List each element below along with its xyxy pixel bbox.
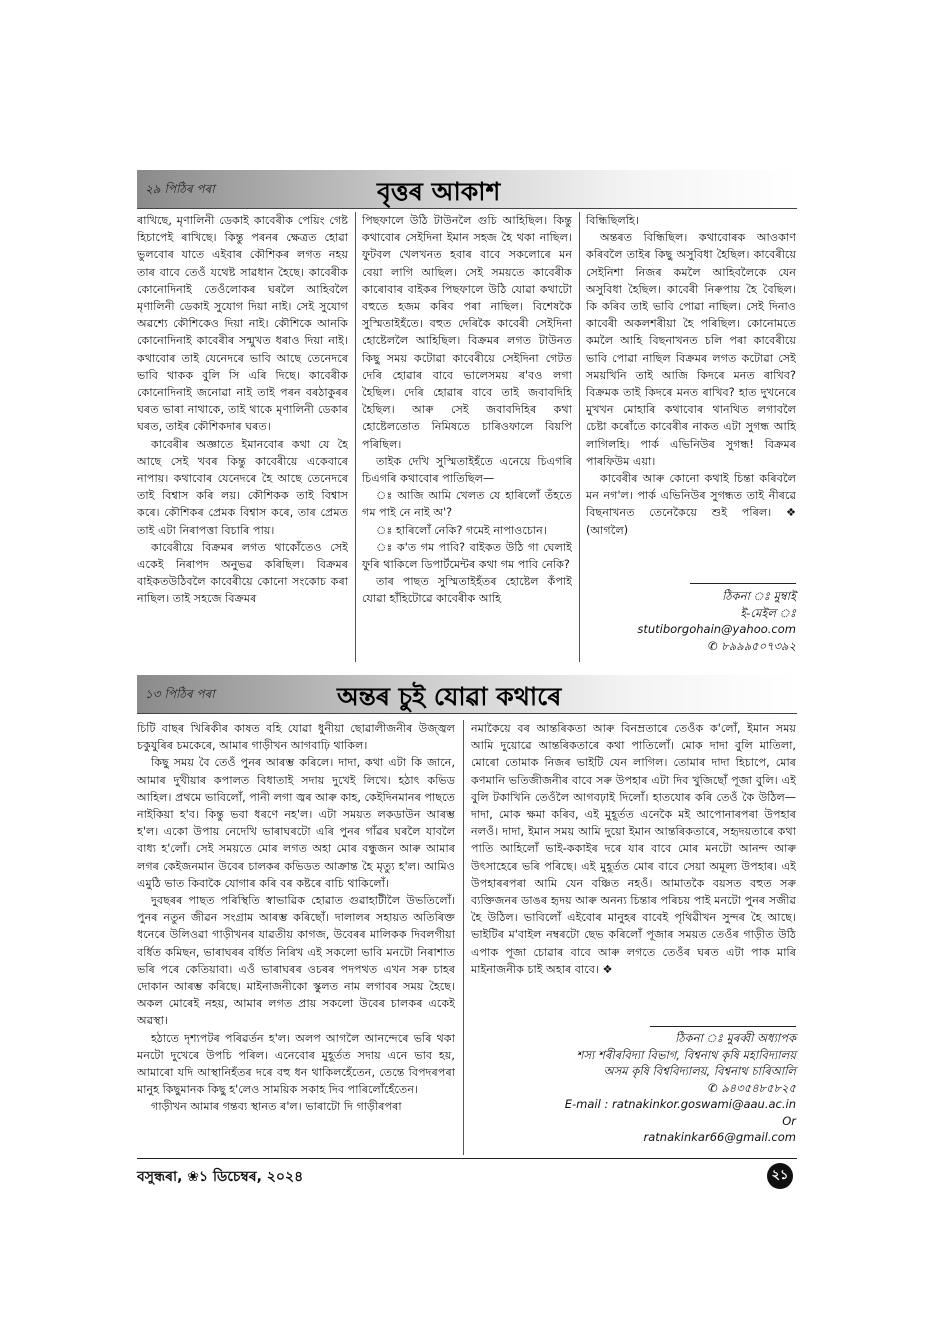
author-department: শস্য শৰীৰবিদ্যা বিভাগ, বিশ্বনাথ কৃষি মহাবিদ্যালয় [576,1047,796,1062]
paragraph: বিন্ধিছিলহি। [586,214,639,227]
byline-rule [690,583,796,584]
story1-header-banner [137,170,797,209]
author-university: অসম কৃষি বিশ্ববিদ্যালয়, বিশ্বনাথ চাৰিআলি [603,1064,796,1078]
story1-column-2 [362,212,572,662]
paragraph: গাড়ীখন আমাৰ গন্তব্য স্থানত ৰ'ল। ভাৰাটো দি গাড়ীৰপৰা [151,1100,402,1114]
story2-title: অন্তৰ চুই যোৱা কথাৰে [337,682,562,711]
email-label: ই-মেইল ঃ [740,605,796,620]
story1-byline [586,588,796,654]
paragraph: দুবছৰৰ পাছত পৰিস্থিতি স্বাভাৱিক হোৱাত গুৱাহাটীলৈ উভতিলোঁ। পুনৰ নতুন জীৱন সংগ্ৰাম আৰম্ভ কৰিছোঁ। দালালৰ সহায়ত অতিৰিক্ত ধনেৰে উলিওৱা গাড়ীখনৰ যাৱতীয় কাগজ, উবেৰৰ মালিকক দিবলগীয়া বৰ্ধিত কমিছন, ভাৰাঘৰৰ বৰ্ধিত নিৰিখ এই সকলো ভাবি মনটো নিৰাশাত ভৰি পৰে কেতিয়াবা। এওঁ ভাৰাঘৰৰ ওচৰৰ পদপথত এখন সৰু চাহৰ দোকান আৰম্ভ কৰিছে। মাইনাজনীকো স্কুলত নাম লগাবৰ সময় হৈছে। অকল মোৰেই নহয়, আমাৰ লগত প্ৰায় সকলো উবেৰ চালকৰ একেই অৱস্থা। [137,894,455,1028]
dialogue-line: ঃ আজি আমি খেলত যে হাৰিলোঁ তঁহতে গম পাই নে নাই অ'? [362,489,572,520]
page-number-badge: ২১ [767,1163,793,1189]
author-email: E-mail : ratnakinkor.goswami@aau.ac.in [564,1097,796,1111]
author-phone: ✆ ৮৯৯৯৫০৭৩৯২ [708,638,796,653]
paragraph: পিছফালে উঠি টাউনলৈ গুচি আহিছিল। কিন্তু কথাবোৰ সেইদিনা ইমান সহজ হৈ থকা নাছিল। ফুটবল খেলখনত হবাৰ বাবে সকলোৰে মন বেয়া লাগি আছিল। সেই সময়তে কাবেৰীক কাৰোবাৰ বাইকৰ পিছফালে উঠি যোৱা কথাটো বহুতে হজম কৰিব পৰা নাছিল। বিশেষকৈ সুস্মিতাইহঁতে। বহুত দেৰিকৈ কাবেৰী সেইদিনা হোষ্টেললৈ আহিছিল। বিক্ৰমৰ লগত টাউনত কিছু সময় কটোৱা কাবেৰীয়ে সেইদিনা গেটত দেৰি হোৱাৰ বাবে ভালেসময় ৰ'বও লগা হৈছিল। দেৰি হোৱাৰ বাবে তাই জবাবদিহি হৈছিল। আৰু সেই জবাবদিহিৰ কথা হোষ্টেলতোত নিমিষতে চাৰিওফালে বিয়পি পৰিছিল। [362,214,572,451]
paragraph: কিছু সময় বৈ তেওঁ পুনৰ আৰম্ভ কৰিলে। দাদা, কথা এটা কি জানে, আমাৰ দুখীয়াৰ কপালত বিধাতাই সদায় দুখেই লিখে। হঠাৎ কভিড আহিল। প্ৰথমে ভাবিলোঁ, পানী লগা জ্বৰ আৰু কাহ, কেইদিনমানৰ পাছতে নাইকিয়া হ'ব। কিন্তু ভবা ধৰণে নহ'ল। এটা সময়ত লকডাউন আৰম্ভ হ'ল। একো উপায় নেদেখি ভাৰাঘৰটো এৰি পুনৰ গাঁৱৰ ঘৰলৈ যাবলৈ বাধ্য হ'লোঁ। সেই সময়তে মোৰ লগত অহা মোৰ বন্ধুজন আৰু আমাৰ লগৰ কেইজনমান উবেৰ চালকৰ কভিডত আক্ৰান্ত হৈ মৃত্যু হ'ল। আমিও এমুঠি ভাত কিবাকৈ যোগাৰ কৰি বৰ কষ্টৰে বাচি থাকিলোঁ। [137,756,455,890]
paragraph: তাইক দেখি সুস্মিতাইহঁতে এনেয়ে চিএগৰি চিএগৰি কথাবোৰ পাতিছিল— [362,454,572,486]
byline-rule [650,1026,796,1027]
paragraph: ৰাখিছে, মৃণালিনী ডেকাই কাবেৰীক পেয়িং গেষ্ট হিচাপেই ৰাখিছে। কিন্তু পৰনৰ ক্ষেত্ৰত হোৱা ভুলবোৰ যাতে এইবাৰ কৌশিকৰ লগত নহয় তাৰ বাবে তেওঁ যথেষ্ট সাৱধান হৈছে। কাবেৰীক কোনোদিনাই তেওঁলোকৰ ঘৰলৈ আহিবলৈ মৃণালিনী ডেকাই সুযোগ দিয়া নাই। সেই সুযোগ অৱশ্যে কৌশিকেও দিয়া নাই। কৌশিকে আনকি কোনোদিনাই কাবেৰীৰ সন্মুখত ধৰাও দিয়া নাই। কথাবোৰ তাই যেনেদৰে ভাবি আছে তেনেদৰে ভাবি থাকক বুলি সি এৰি দিছে। কাবেৰীক কোনোদিনাই জনোৱা নাই তাই পৰন বৰঠাকুৰৰ ঘৰত ভাৰা নাথাকে, তাই থাকে মৃণালিনী ডেকাৰ ঘৰত, তাইৰ কৌশিকদাৰ ঘৰত। [137,214,348,434]
email-or: Or [782,1113,796,1128]
dialogue-line: ঃ ক'ত গম পাবি? বাইকত উঠি গা ঘেলাই ফুৰি থাকিলে ডিপাৰ্টমেন্টৰ কথা গম পাবি নেকি? [362,540,572,572]
story2-column-1 [137,720,455,1155]
paragraph: হঠাতে দৃশ্যপটৰ পৰিৱৰ্তন হ'ল। অলপ আগলৈ আনন্দেৰে ভৰি থকা মনটো দুখেৰে উপচি পৰিল। এনেবোৰ মুহূৰ্তত সদায় এনে ভাব হয়, আমাৰো যদি আস্থানিহঁতৰ দৰে বহু ধন থাকিলহেঁতেন, তেন্তে বিপদৰপৰা মানুহ কিছুমানক কিছু হ'লেও সাময়িক সকাহ দিব পাৰিলোঁহেঁতেন। [137,1031,455,1097]
story1-continued-note: ২৯ পিঠিৰ পৰা [145,182,215,196]
paragraph: কাবেৰীয়ে বিক্ৰমৰ লগত থাকোঁতেও সেই একেই নিৰাপদ অনুভৱ কৰিছিল। বিক্ৰমৰ বাইকতউঠিবলৈ কাবেৰীয়ে কোনো সংকোচ কৰা নাছিল। তাই সহজে বিক্ৰমৰ [137,540,348,606]
paragraph: কাবেৰীৰ অজ্ঞাতে ইমানবোৰ কথা যে হৈ আছে সেই খবৰ কিন্তু কাবেৰীয়ে একেবাৰে নাপায়। কথাবোৰ যেনেদৰে হৈ আছে তেনেদৰে তাই বিশ্বাস কৰি লয়। কৌশিকক তাই বিশ্বাস কৰে। কৌশিকৰ প্ৰেমক বিশ্বাস কৰে, তাৰ প্ৰেমত তাই এটা নিৰাপত্তা বিচাৰি পায়। [137,437,348,537]
story2-header-banner [137,675,797,714]
footer-rule [137,1158,797,1159]
story1-title: বৃত্তৰ আকাশ [377,177,501,206]
column-divider [463,720,464,1155]
paragraph: অন্তৰত বিন্ধিছিল। কথাবোৰক আওকাণ কৰিবলৈ তাইৰ কিছু অসুবিধা হৈছিল। কাবেৰীয়ে সেইনিশা নিজৰ কমলৈ আহিবলৈকে যেন অসুবিধা হৈছিল। কাবেৰী নিৰুপায় হৈ বৈছিল। কি কৰিব তাই ভাবি পোৱা নাছিল। সেই দিনাও কাবেৰী অকলশৰীয়া হৈ পৰিছিল। কোনোমতে কমলৈ আহি বিছনাখনত চলি পৰা কাবেৰীয়ে ভাবি পোৱা নাছিল বিক্ৰমৰ লগত কটোৱা সেই সময়খিনি তাই আজি কিদৰে মনত ৰাখিব? বিক্ৰমক তাই কিদৰে মনত ৰাখিব? হাত দুখনেৰে মুখখন মোহাৰি কথাবোৰ থানথিত লগাবলৈ চেষ্টা কৰোঁতে কাবেৰীৰ নাকত এটা সুগন্ধ আহি লাগিলহি। পাৰ্ক এভিনিউৰ সুগন্ধ! বিক্ৰমৰ পাৰফিউম এয়া। [586,231,796,468]
paragraph: চিটি বাছৰ খিৰিকীৰ কাষত বহি যোৱা ধুনীয়া ছোৱালীজনীৰ উজ্জ্বল চকুযুৰিৰ চমকেৰে, আমাৰ গাড়ীখন আগবাঢ়ি থাকিল। [137,722,455,753]
paragraph: কাবেৰীৰ আৰু কোনো কথাই চিন্তা কৰিবলৈ মন নগ'ল। পাৰ্ক এভিনিউৰ সুগন্ধত তাই নীৰৱে বিছনাখনত তেনেকৈয়ে শুই পৰিল। ❖ (আগলৈ) [586,472,796,537]
story2-continued-note: ১৩ পিঠিৰ পৰা [145,687,215,701]
story2-column-2 [471,720,796,1025]
story2-byline [471,1030,796,1146]
story1-column-3 [586,212,796,582]
story1-column-1 [137,212,348,662]
author-address: ঠিকনা ঃ মুৰব্বী অধ্যাপক [675,1031,796,1045]
author-email-alt: ratnakinkar66@gmail.com [643,1130,796,1144]
dialogue-line: ঃ হাৰিলোঁ নেকি? গমেই নাপাওচোন। [376,523,547,537]
column-divider [579,212,580,662]
author-phone: ✆ ৯৪৩৫৪৮৫৮২৫ [708,1080,796,1095]
author-address: ঠিকনা ঃ মুম্বাই [722,589,796,603]
paragraph: তাৰ পাছত সুস্মিতাইহঁতৰ হোষ্টেল কঁপাই যোৱা হাঁহিটোৱে কাবেৰীক আহি [362,575,572,606]
column-divider [355,212,356,662]
paragraph: নমাকৈয়ে বৰ আন্তৰিকতা আৰু বিনম্ৰতাৰে তেওঁক ক'লোঁ, ইমান সময় আমি দুয়োৱে আন্তৰিকতাৰে কথা পাতিলোঁ। মোক দাদা বুলি মাতিলা, মোৰো তোমাক নিজৰ ভাইটি যেন লাগিল। তোমাৰ দাদা হিচাপে, মোৰ কণমানি ভতিজীজনীৰ বাবে সৰু উপহাৰ এটা দিব খুজিছোঁ পূজা বুলি। এই বুলি টকাখিনি তেওঁলৈ আগবঢ়াই দিলোঁ। হাতযোৰ কৰি তেওঁ কৈ উঠিল— দাদা, মোক ক্ষমা কৰিব, এই মুহূৰ্তত এনেকৈ মই আপোনাৰপৰা উপহাৰ নলওঁ। দাদা, ইমান সময় আমি দুয়ো ইমান আন্তৰিকতাৰে, সহৃদয়তাৰে কথা পাতি আহিলোঁ ভাই-ককাইৰ দৰে যাৰ বাবে মোৰ মনটো আনন্দ আৰু উৎসাহেৰে ভৰি পৰিছে। এই মুহূৰ্তত মোৰ বাবে সেয়া অমূল্য উপহাৰ। এই উপহাৰৰপৰা আমি যেন বঞ্চিত নহওঁ। আমাতকৈ বয়সত বহুত সৰু ব্যক্তিজনৰ ডাঙৰ হৃদয় আৰু অনন্য চিন্তাৰ পৰিচয় পাই মনটো পুনৰ সজীৱ হৈ উঠিল। ভাবিলোঁ এইবোৰ মানুহৰ বাবেই পৃথিৱীখন সুন্দৰ হৈ আছে। ভাইটিৰ ম'বাইল নম্বৰটো ছেভ কৰিলোঁ পূজাৰ সময়ত তেওঁৰ গাড়ীত উঠি এপাক পূজা চোৱাৰ বাবে আৰু লগতে তেওঁৰ ঘৰত এটা পাক মাৰি মাইনাজনীক চাই অহাৰ বাবে। ❖ [471,722,796,976]
author-email: stutiborgohain@yahoo.com [637,622,796,636]
footer-publication-date: বসুন্ধৰা, ❀১ ডিচেম্বৰ, ২০২৪ [137,1169,304,1185]
